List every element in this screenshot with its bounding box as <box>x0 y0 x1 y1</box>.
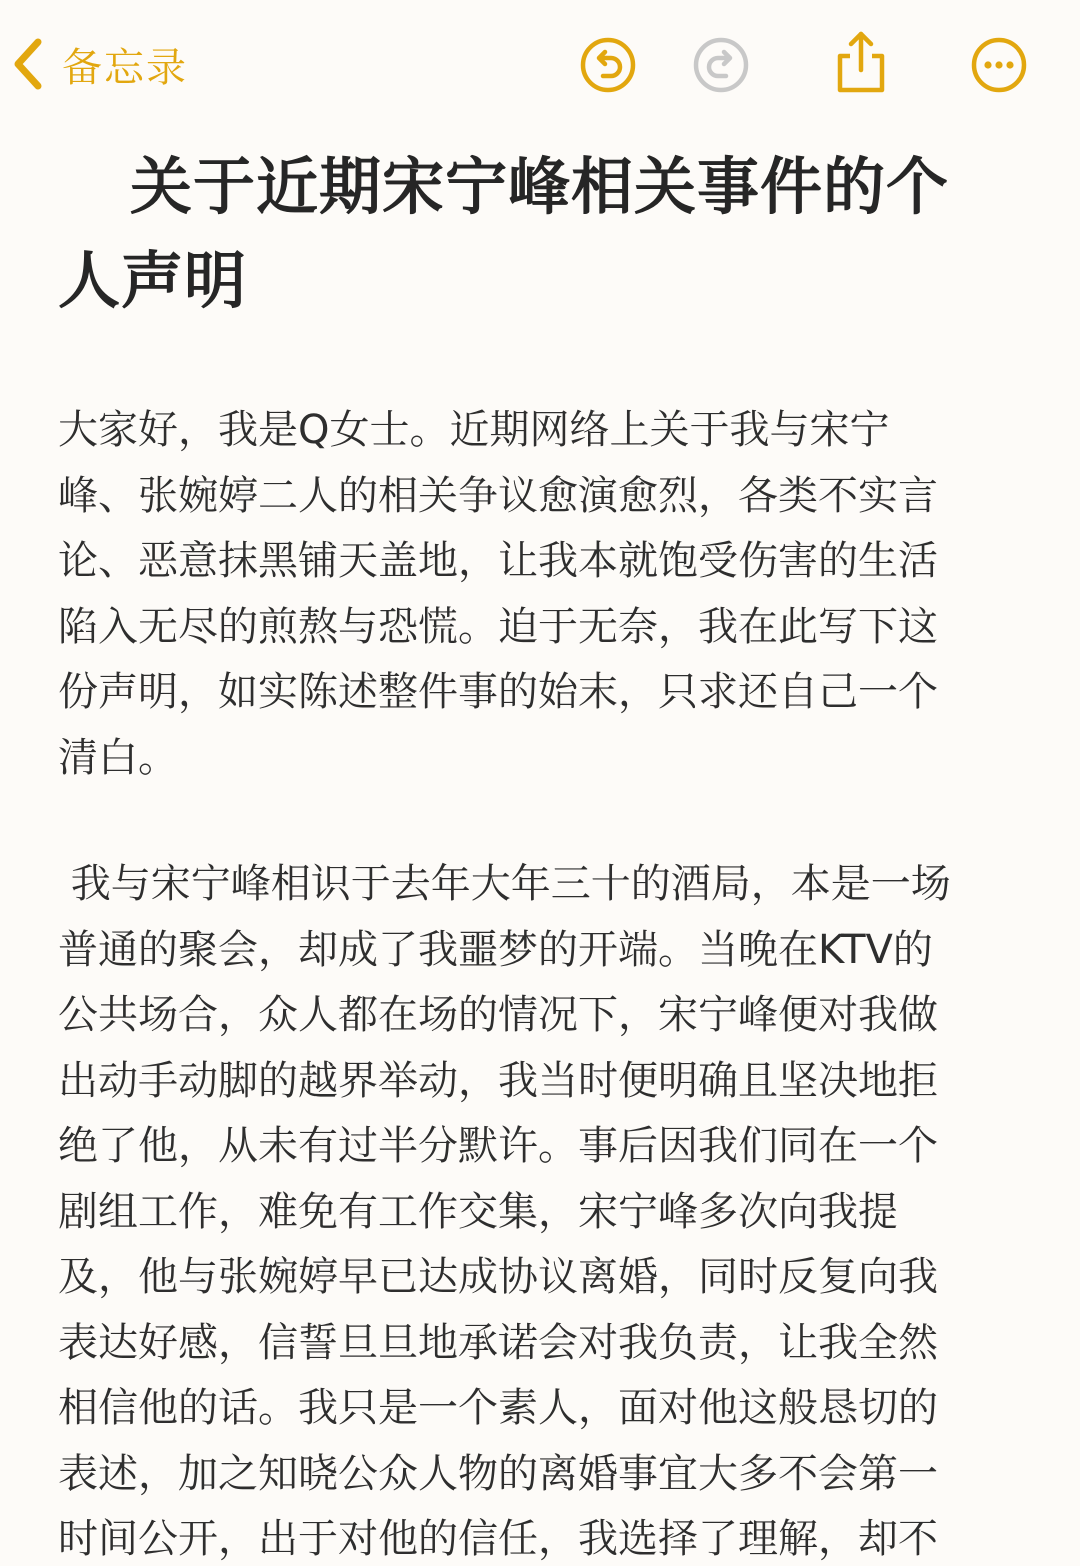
title-line: 关于近期宋宁峰相关事件的个 <box>130 150 950 223</box>
paragraph-line: 我与宋宁峰相识于去年大年三十的酒局，本是一场 <box>58 861 951 907</box>
paragraph-line: 论、恶意抹黑铺天盖地，让我本就饱受伤害的生活 <box>58 538 938 584</box>
note-title <box>58 140 1008 328</box>
undo-button[interactable] <box>579 36 637 94</box>
more-button[interactable] <box>970 36 1028 94</box>
paragraph-line: 陷入无尽的煎熬与恐慌。迫于无奈，我在此写下这 <box>58 603 938 650</box>
paragraph-line: 普通的聚会，却成了我噩梦的开端。当晚在KTV的 <box>58 926 933 973</box>
back-label: 备忘录 <box>62 44 188 91</box>
chevron-left-icon <box>10 38 44 90</box>
paragraph-line: 时间公开，出于对他的信任，我选择了理解，却不 <box>58 1516 938 1562</box>
navigation-bar <box>0 0 1080 130</box>
undo-icon <box>579 36 637 94</box>
paragraph-2 <box>58 852 951 1566</box>
more-icon <box>970 36 1028 94</box>
paragraph-line: 峰、张婉婷二人的相关争议愈演愈烈，各类不实言 <box>58 472 938 519</box>
redo-button[interactable] <box>692 36 750 94</box>
share-icon <box>832 30 890 94</box>
paragraph-line: 剧组工作，难免有工作交集，宋宁峰多次向我提 <box>58 1188 898 1235</box>
paragraph-line: 出动手动脚的越界举动，我当时便明确且坚决地拒 <box>58 1057 938 1104</box>
paragraph-line: 表述，加之知晓公众人物的离婚事宜大多不会第一 <box>58 1450 938 1497</box>
paragraph-line: 清白。 <box>58 734 178 781</box>
paragraph-line: 相信他的话。我只是一个素人，面对他这般恳切的 <box>58 1385 938 1431</box>
paragraph-1 <box>58 398 938 791</box>
back-button[interactable] <box>10 34 188 94</box>
paragraph-line: 公共场合，众人都在场的情况下，宋宁峰便对我做 <box>58 992 938 1038</box>
paragraph-line: 表达好感，信誓旦旦地承诺会对我负责，让我全然 <box>58 1319 938 1366</box>
share-button[interactable] <box>832 30 890 88</box>
paragraph-line: 大家好，我是Q女士。近期网络上关于我与宋宁 <box>58 407 890 453</box>
paragraph-line: 绝了他，从未有过半分默许。事后因我们同在一个 <box>58 1123 938 1169</box>
redo-icon <box>692 36 750 94</box>
paragraph-line: 及，他与张婉婷早已达成协议离婚，同时反复向我 <box>58 1254 938 1300</box>
paragraph-line: 份声明，如实陈述整件事的始末，只求还自己一个 <box>58 669 938 715</box>
title-line: 人声明 <box>58 244 248 317</box>
